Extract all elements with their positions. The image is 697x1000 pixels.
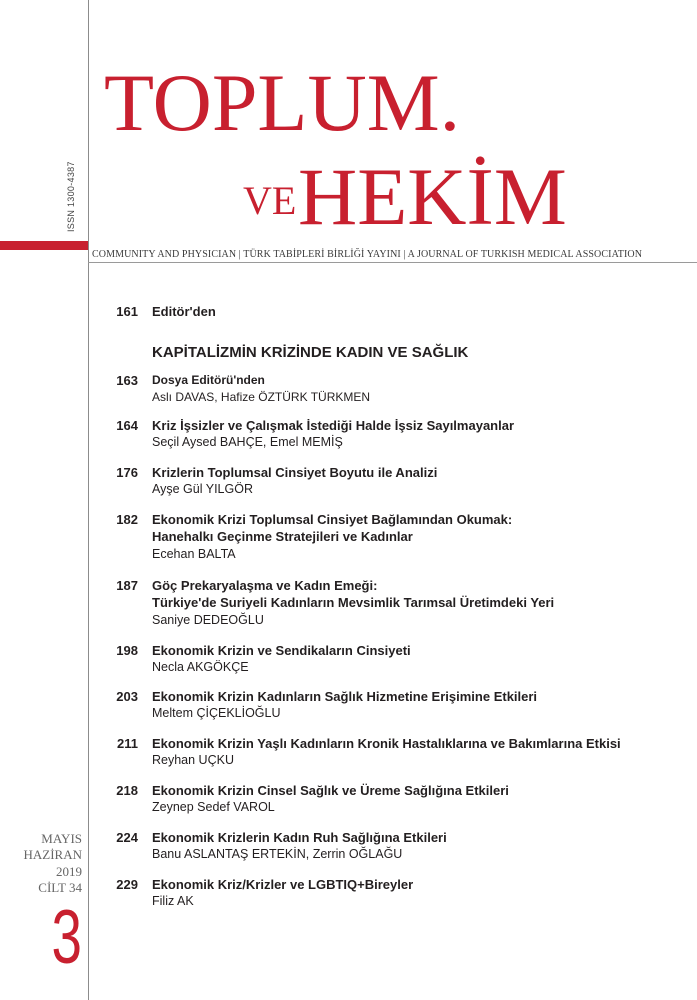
issue-volume: CİLT 34 <box>38 880 82 895</box>
toc-title: Ekonomik Krizlerin Kadın Ruh Sağlığına Etkileri <box>152 830 447 845</box>
toc-page-number: 218 <box>116 783 138 798</box>
toc-authors: Ayşe Gül YILGÖR <box>152 482 253 496</box>
toc-page-number: 176 <box>116 465 138 480</box>
toc-authors: Seçil Aysed BAHÇE, Emel MEMİŞ <box>152 435 343 449</box>
toc-title: Göç Prekaryalaşma ve Kadın Emeği: Türkiye'de Suriyeli Kadınların Mevsimlik Tarımsal Üretimdeki Yeri <box>152 578 555 610</box>
red-accent-bar <box>0 241 88 250</box>
masthead-rule <box>88 262 697 263</box>
toc-authors: Saniye DEDEOĞLU <box>152 613 264 627</box>
journal-title-line2: HEKİM <box>298 151 567 242</box>
toc-authors: Reyhan UÇKU <box>152 753 234 767</box>
toc-page-number: 198 <box>116 643 138 658</box>
toc-page-number: 224 <box>116 830 138 845</box>
issue-month-2: HAZİRAN <box>23 847 82 862</box>
issue-year: 2019 <box>56 864 82 879</box>
toc-title: Ekonomik Krizin Cinsel Sağlık ve Üreme Sağlığına Etkileri <box>152 783 509 798</box>
toc-page-number: 163 <box>116 373 138 388</box>
toc-authors: Meltem ÇİÇEKLİOĞLU <box>152 706 281 720</box>
toc-title: Editör'den <box>152 304 216 319</box>
issn-number: ISSN 1300-4387 <box>66 161 76 232</box>
journal-subtitle: COMMUNITY AND PHYSICIAN | TÜRK TABİPLERİ BİRLİĞİ YAYINI | A JOURNAL OF TURKISH MEDICAL ASSOCIATION <box>92 249 643 260</box>
toc-authors: Filiz AK <box>152 894 194 908</box>
toc-title: Dosya Editörü'nden <box>152 373 265 387</box>
toc-authors: Aslı DAVAS, Hafize ÖZTÜRK TÜRKMEN <box>152 390 371 404</box>
toc-page-number: 187 <box>116 578 138 593</box>
toc-page-number: 229 <box>116 877 138 892</box>
toc-title: Ekonomik Krizin ve Sendikaların Cinsiyeti <box>152 643 411 658</box>
toc-page-number: 203 <box>116 689 138 704</box>
vertical-rule <box>88 0 89 1000</box>
section-heading: KAPİTALİZMİN KRİZİNDE KADIN VE SAĞLIK <box>152 344 469 361</box>
toc-authors: Necla AKGÖKÇE <box>152 660 249 674</box>
toc-title: Krizlerin Toplumsal Cinsiyet Boyutu ile Analizi <box>152 465 438 480</box>
toc-title: Ekonomik Kriz/Krizler ve LGBTIQ+Bireyler <box>152 877 414 892</box>
toc-title: Ekonomik Krizin Kadınların Sağlık Hizmetine Erişimine Etkileri <box>152 689 538 704</box>
toc-page-number: 164 <box>116 418 138 433</box>
toc-page-number: 161 <box>116 304 138 319</box>
toc-title: Ekonomik Krizi Toplumsal Cinsiyet Bağlamından Okumak: Hanehalkı Geçinme Stratejileri ve Kadınlar <box>152 512 513 544</box>
toc-page-number: 211 <box>117 736 138 751</box>
toc-authors: Banu ASLANTAŞ ERTEKİN, Zerrin OĞLAĞU <box>152 847 403 861</box>
toc-title: Kriz İşsizler ve Çalışmak İstediği Halde İşsiz Sayılmayanlar <box>152 418 515 433</box>
toc-authors: Zeynep Sedef VAROL <box>152 800 275 814</box>
toc-authors: Ecehan BALTA <box>152 547 236 561</box>
toc-title: Ekonomik Krizin Yaşlı Kadınların Kronik Hastalıklarına ve Bakımlarına Etkisi <box>152 736 621 751</box>
issue-number: 3 <box>51 895 82 980</box>
journal-title-ve: VE <box>243 178 297 223</box>
toc-page-number: 182 <box>116 512 138 527</box>
journal-title-line1: TOPLUM. <box>104 57 461 148</box>
issue-month-1: MAYIS <box>41 831 82 846</box>
